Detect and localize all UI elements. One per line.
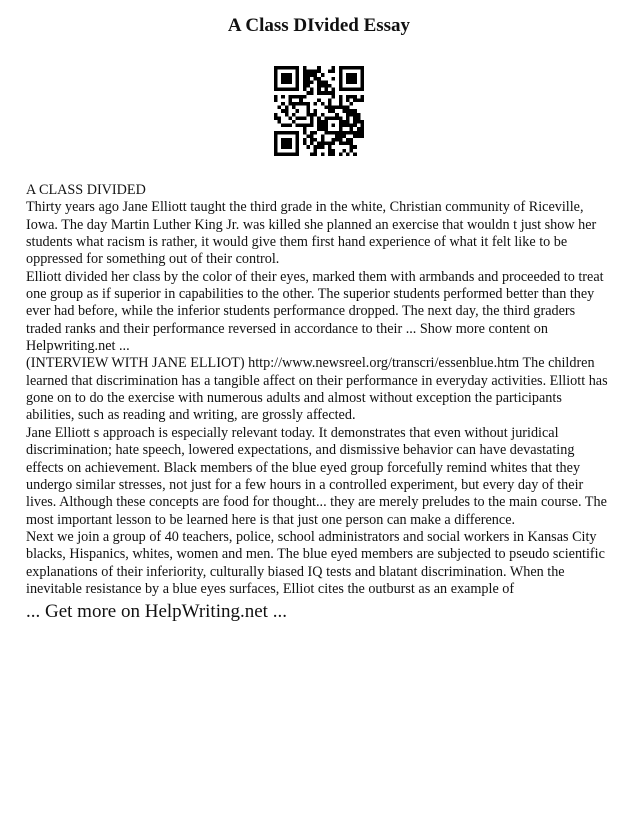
essay-paragraph: Jane Elliott s approach is especially relevant today. It demonstrates that even without juridical discrimination; hate speech, lowered expectations, and dismissive behavior can have devastating effects on achievement. Black members of the blue eyed group forcefully remind whites that they undergo similar stresses, not just for a few hours in a controlled experiment, but every day of their lives. Although these concepts are food for thought... they are merely preludes to the main course. The most important lesson to be learned here is that just one person can make a difference. bbox=[26, 424, 607, 528]
essay-paragraph: Thirty years ago Jane Elliott taught the third grade in the white, Christian community of Riceville, Iowa. The day Martin Luther King Jr. was killed she planned an exercise that wouldn t just show her students what racism is rather, it would give them first hand experience of what it felt like to be oppressed for something out of their control. bbox=[26, 199, 597, 268]
essay-paragraph: (INTERVIEW WITH JANE ELLIOT) http://www.newsreel.org/transcri/essenblue.htm The children learned that discrimination has a tangible affect on their performance in everyday activities. Elliott has gone on to do the exercise with numerous adults and almost without exception the participants abilities, such as reading and writing, are grossly affected. bbox=[26, 355, 608, 424]
essay-paragraph: Elliott divided her class by the color of their eyes, marked them with armbands and proceeded to treat one group as if superior in capabilities to the other. The superior students performed better than they ever had before, while the inferior students performance dropped. The next day, the third graders traded ranks and their performance reversed in accordance to their ... Show more content on Helpwriting.net ... bbox=[26, 268, 604, 355]
document-title: A Class DIvided Essay bbox=[227, 15, 411, 36]
essay-paragraph: Next we join a group of 40 teachers, police, school administrators and social workers in Kansas City blacks, Hispanics, whites, women and men. The blue eyed members are subjected to pseudo scientific explanations of their inferiority, culturally biased IQ tests and blatant discrimination. When the inevitable resistance by a blue eyes surfaces, Elliot cites the outburst as an example of bbox=[26, 528, 605, 597]
qr-code bbox=[274, 66, 364, 156]
get-more-link[interactable]: ... Get more on HelpWriting.net ... bbox=[26, 601, 287, 622]
essay-heading: A CLASS DIVIDED bbox=[26, 182, 146, 198]
essay-body bbox=[26, 182, 612, 598]
